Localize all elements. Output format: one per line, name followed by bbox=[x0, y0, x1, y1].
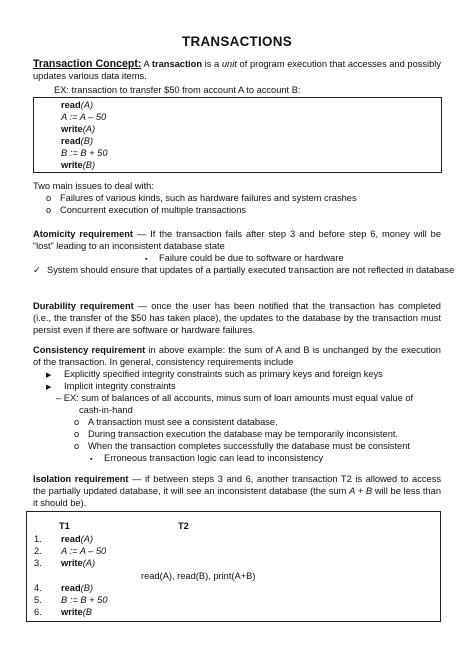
square-bullet-icon: ▪ bbox=[145, 256, 148, 263]
concept-italic-term: unit bbox=[221, 59, 237, 69]
consistency-example-line-2: cash-in-hand bbox=[79, 405, 133, 415]
concept-text-c: of program execution that accesses and possibly updates various data items. bbox=[33, 59, 441, 81]
concept-text-b: is a bbox=[202, 59, 222, 69]
concept-bold-term: transaction bbox=[151, 59, 203, 69]
transfer-code-box bbox=[33, 97, 442, 173]
code-line-5: B := B + 50 bbox=[61, 148, 108, 158]
issue-item-2: o Concurrent execution of multiple transactions bbox=[46, 205, 247, 215]
durability-paragraph: Durability requirement — once the user has been notified that the transaction has completed (i.e., the transfer of the $50 has taken place), the updates to the database by the transaction must persist even if there are software or hardware failures. bbox=[33, 301, 441, 335]
circle-bullet-icon: o bbox=[46, 205, 52, 215]
issue-item-1: o Failures of various kinds, such as hardware failures and system crashes bbox=[46, 193, 357, 203]
page-title: TRANSACTIONS bbox=[182, 34, 292, 49]
circle-bullet-icon: o bbox=[74, 441, 80, 451]
durability-heading: Durability requirement bbox=[33, 301, 134, 311]
code-line-6: write(B) bbox=[61, 160, 96, 170]
schedule-row-5: 5. B := B + 50 bbox=[34, 595, 108, 605]
column-header-t1: T1 bbox=[59, 521, 70, 531]
square-bullet-icon: ▪ bbox=[90, 456, 93, 463]
consistency-circle-item-2: o During transaction execution the database may be temporarily inconsistent. bbox=[74, 429, 399, 439]
consistency-circle-item-3: o When the transaction completes successfully the database must be consistent bbox=[74, 441, 410, 451]
consistency-heading: Consistency requirement bbox=[33, 345, 146, 355]
schedule-row-6: 6. write(B bbox=[34, 607, 92, 617]
t2-operations: read(A), read(B), print(A+B) bbox=[141, 571, 256, 581]
code-line-3: write(A) bbox=[61, 124, 96, 134]
schedule-row-2: 2. A := A – 50 bbox=[34, 546, 107, 556]
arrow-bullet-icon: ▶ bbox=[46, 372, 52, 379]
consistency-circle-item-1: o A transaction must see a consistent database. bbox=[74, 417, 278, 427]
issues-intro: Two main issues to deal with: bbox=[33, 181, 154, 191]
consistency-example-line-1: – EX: sum of balances of all accounts, minus sum of loan amounts must equal value of bbox=[56, 393, 414, 403]
transaction-concept-paragraph bbox=[33, 58, 441, 82]
concept-heading: Transaction Concept: bbox=[33, 58, 142, 70]
schedule-box bbox=[26, 511, 441, 622]
consistency-paragraph: Consistency requirement in above example: the sum of A and B is unchanged by the execution of the transaction. In general, consistency requirements include bbox=[33, 345, 441, 367]
column-header-t2: T2 bbox=[178, 521, 189, 531]
schedule-row-1: 1. read(A) bbox=[34, 534, 94, 544]
circle-bullet-icon: o bbox=[74, 417, 80, 427]
circle-bullet-icon: o bbox=[46, 193, 52, 203]
checkmark-icon: ✓ bbox=[33, 265, 41, 275]
schedule-row-3: 3. write(A) bbox=[34, 558, 96, 568]
code-line-1: read(A) bbox=[61, 100, 94, 110]
atomicity-check-item: ✓ System should ensure that updates of a partially executed transaction are not reflected in database bbox=[33, 265, 455, 275]
isolation-paragraph: Isolation requirement — if between steps 3 and 6, another transaction T2 is allowed to access the partially updated database, it will see an inconsistent database (the sum A + B will be less than it should be). bbox=[33, 474, 441, 508]
circle-bullet-icon: o bbox=[74, 429, 80, 439]
consistency-sub-item: ▪ Erroneous transaction logic can lead to inconsistency bbox=[90, 452, 323, 466]
code-line-2: A := A – 50 bbox=[61, 112, 107, 122]
schedule-row-4: 4. read(B) bbox=[34, 583, 94, 593]
concept-text-a: A bbox=[141, 59, 152, 69]
consistency-arrow-item-2: ▶ Implicit integrity constraints bbox=[46, 380, 176, 394]
atomicity-heading: Atomicity requirement bbox=[33, 229, 134, 239]
atomicity-paragraph: Atomicity requirement — If the transaction fails after step 3 and before step 6, money will be “lost” leading to an inconsistent database state bbox=[33, 229, 441, 251]
code-line-4: read(B) bbox=[61, 136, 94, 146]
atomicity-sub-item: ▪ Failure could be due to software or hardware bbox=[145, 252, 344, 266]
arrow-bullet-icon: ▶ bbox=[46, 384, 52, 391]
concept-example: EX: transaction to transfer $50 from account A to account B: bbox=[54, 85, 301, 95]
isolation-heading: Isolation requirement bbox=[33, 474, 129, 484]
consistency-arrow-item-1: ▶ Explicitly specified integrity constraints such as primary keys and foreign keys bbox=[46, 368, 383, 382]
